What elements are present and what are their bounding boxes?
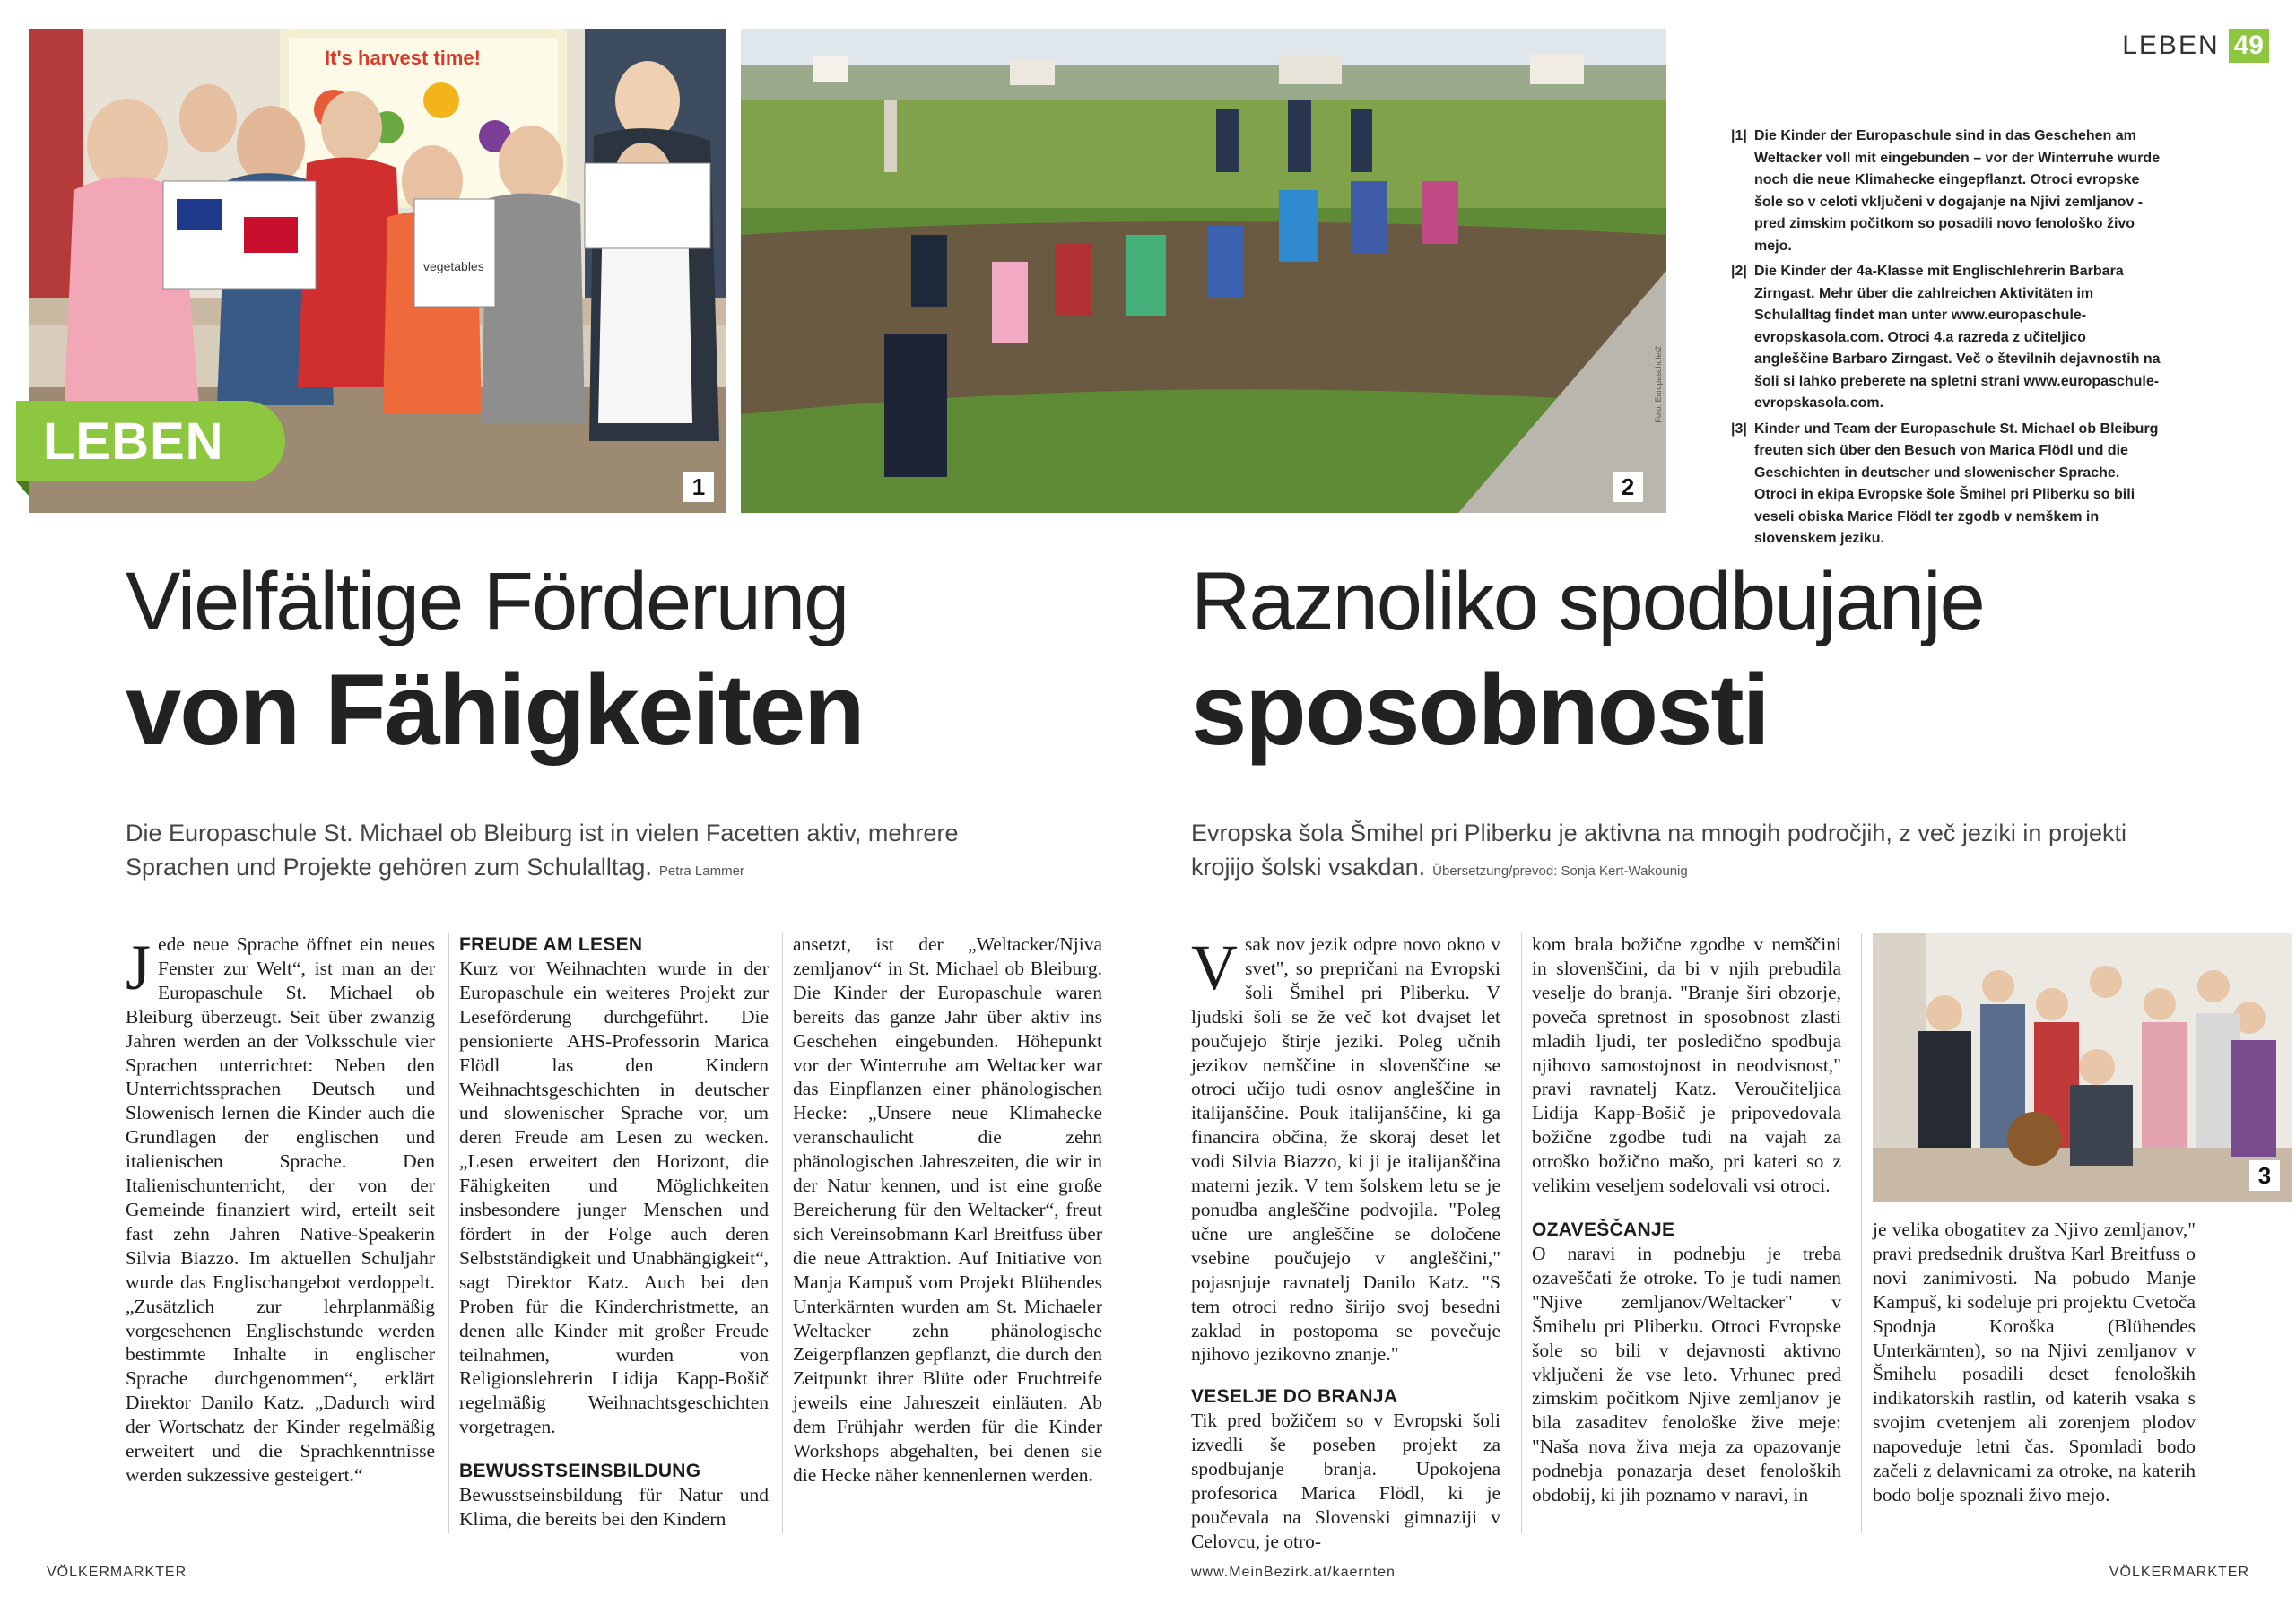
field-illustration — [741, 29, 1666, 513]
column-divider — [448, 933, 449, 1533]
board-text: It's harvest time! — [325, 47, 481, 69]
caption-1: |1| Die Kinder der Europaschule sind in das Geschehen am Weltacker voll mit eingebunden – vor der Winterruhe wurde noch die neue Klimahecke eingepflanzt. Otroci evropske šole so v celoti vključeni v dogajanje na Njivi zemljanov - pred zimskim počitkom so posadili novo fenološko živo mejo. — [1731, 128, 2161, 254]
lead-sl: Evropska šola Šmihel pri Pliberku je aktivna na mnogih področjih, z več jeziki in projekti krojijo šolski vsakdan. Übersetzung/prevod: Sonja Kert-Wakounig — [1191, 820, 2126, 881]
dropcap-sl: V — [1191, 932, 1238, 1003]
sign-vegetables: vegetables — [423, 259, 484, 273]
footer-right: VÖLKERMARKTER — [2109, 1565, 2249, 1580]
photo-number-3: 3 — [2249, 1160, 2280, 1191]
caption-3: |3| Kinder und Team der Europaschule St. Michael ob Bleiburg freuten sich über den Besuch von Marica Flödl und die Geschichten in deutscher und slowenischer Sprache. Otroci in ekipa Evropske šole Šmihel pri Pliberku so bili veseli obiska Marice Flödl ter zgodb v nemškem in slovenskem jeziku. — [1731, 421, 2159, 546]
page-section-header — [2122, 29, 2269, 63]
byline-sl: Übersetzung/prevod: Sonja Kert-Wakounig — [1432, 863, 1688, 879]
column-divider — [1861, 933, 1862, 1533]
photo-captions — [1731, 126, 2161, 554]
lead-de: Die Europaschule St. Michael ob Bleiburg ist in vielen Facetten aktiv, mehrere Sprachen und Projekte gehören zum Schulalltag. Petra Lammer — [126, 820, 959, 881]
headline-sl-line1: Raznoliko spodbujanje — [1191, 556, 1984, 647]
column-divider — [782, 933, 783, 1533]
section-tag: LEBEN — [16, 401, 285, 482]
photo-credit: Foto: Europaschule/2 — [1654, 346, 1663, 423]
page-number: 49 — [2229, 29, 2269, 63]
headline-sl-line2: sposobnosti — [1191, 654, 1769, 766]
photo-field — [741, 29, 1666, 513]
photo-number-2: 2 — [1613, 472, 1643, 502]
subhead-veselje: VESELJE DO BRANJA — [1191, 1386, 1398, 1408]
headline-de-line1: Vielfältige Förderung — [126, 556, 848, 647]
article-sl-col1: Vsak nov jezik odpre novo okno v svet", so prepričani na Evropski šoli Šmihel pri Pliberku. V ljudski šoli se že več kot dvajset let poučujejo štirje jeziki. Poleg učnih jezikov nemščine in slovenščine se otroci učijo tudi osnov angleščine in italijanščine. Pouk italijanščine, ki ga financira občina, že skoraj deset let vodi Silvia Biazzo, ki ji je italijanščina materni jezik. V tem šolskem letu se je ponudba angleščine podvojila. "Poleg učne ure angleščine se določene vsebine poučujejo v angleščini," pojasnjuje ravnatelj Danilo Katz. "S tem otroci redno širijo svoj besedni zaklad in postopoma se povečuje njihovo jezikovno znanje." VESELJE DO BRANJA Tik pred božičem so v Evropski šoli izvedli še poseben projekt za spodbujanje branja. Upokojena profesorica Marica Flödl, ki je poučevala na Slovenski gimnaziji v Celovcu, je otro- — [1191, 932, 1500, 1552]
photo-number-1: 1 — [683, 472, 714, 502]
subhead-bewusst: BEWUSSTSEINSBILDUNG — [459, 1461, 701, 1482]
section-label: LEBEN — [2122, 30, 2220, 60]
article-sl-col3: je velika obogatitev za Njivo zemljanov," pravi predsednik društva Karl Breitfuss o novi zanimivosti. Na pobudo Manje Kampuš, ki sodeluje pri projektu Cvetoča Spodnja Koroška (Blühendes Unterkärnten), so na Njivi zemljanov v Šmihelu posadili deset fenoloških indikatorskih rastlin, od katerih vsaka s svojim cvetenjem ali zorenjem plodov napoveduje letni čas. Spomladi bodo začeli z delavnicami za otroke, na katerih bodo bolje spoznali živo mejo. — [1873, 1219, 2196, 1505]
subhead-freude: FREUDE AM LESEN — [459, 934, 643, 955]
subhead-ozavescanje: OZAVEŠČANJE — [1532, 1219, 1675, 1240]
group-illustration — [1873, 933, 2292, 1202]
article-de-col1: Jede neue Sprache öffnet ein neues Fenster zur Welt“, ist man an der Europaschule St. Michael ob Bleiburg überzeugt. Seit über zwanzig Jahren werden an der Volksschule vier Sprachen unterrichtet: Neben den Unterrichtssprachen Deutsch und Slowenisch lernen die Kinder auch die Grundlagen der englischen und italienischen Sprache. Den Italienischunterricht, der von der Gemeinde finanziert wird, erteilt seit fast zehn Jahren Native-Speakerin Silvia Biazzo. Im aktuellen Schuljahr wurde das Englischangebot verdoppelt. „Zusätzlich zur lehrplanmäßig vorgesehenen Englischstunde werden bestimmte Inhalte in englischer Sprache durchgenommen“, erklärt Direktor Danilo Katz. „Dadurch wird der Wortschatz der Kinder regelmäßig erweitert und die Sprachkenntnisse werden sukzessive gesteigert.“ — [126, 932, 435, 1486]
headline-de-line2: von Fähigkeiten — [126, 654, 864, 766]
photo-group — [1873, 933, 2292, 1202]
dropcap-de: J — [126, 932, 152, 1003]
caption-2: |2| Die Kinder der 4a-Klasse mit Englischlehrerin Barbara Zirngast. Mehr über die zahlreichen Aktivitäten im Schulalltag findet man unter www.europaschule-evropskasola.com. Otroci 4.a razreda z učiteljico angleščine Barbaro Zirngast. Več o številnih dejavnostih na šoli si lahko preberete na spletni strani www.europaschule-evropskasola.com. — [1731, 264, 2161, 411]
footer-left: VÖLKERMARKTER — [47, 1565, 187, 1580]
article-sl-col2: kom brala božične zgodbe v nemščini in slovenščini, da bi v njih prebudila veselje do branja. "Branje širi obzorje, poveča spretnost in sposobnost zlasti mladih ljudi, ter posledično spodbuja njihovo samostojnost in neodvisnost," pravi ravnatelj Katz. Veroučiteljica Lidija Kapp-Bošič je pripovedovala božične zgodbe tudi na vajah za otroško božično mašo, pri kateri so z velikim veseljem sodelovali vsi otroci. OZAVEŠČANJE O naravi in podnebju je treba ozaveščati že otroke. To je tudi namen "Njive zemljanov/Weltacker" v Šmihelu pri Pliberku. Otroci Evropske šole so bili v dejavnosti aktivno vključeni že vse leto. Vrhunec pred zimskim počitkom Njive zemljanov je bila zasaditev fenološke žive meje: "Naša nova živa meja za opazovanje podnebja ponazarja deset fenoloških obdobij, ki jih poznamo v naravi, in — [1532, 933, 1841, 1506]
article-de-col2: FREUDE AM LESEN Kurz vor Weihnachten wurde in der Europaschule ein weiteres Projekt zur Leseförderung durchgeführt. Die pensionierte AHS-Professorin Marica Flödl las den Kindern Weihnachtsgeschichten in deutscher und slowenischer Sprache vor, um deren Freude am Lesen zu wecken. „Lesen erweitert den Horizont, die Fähigkeiten und Möglichkeiten insbesondere junger Menschen und fördert in der Folge auch deren Selbstständigkeit und Unabhängigkeit“, sagt Direktor Katz. Auch bei den Proben für die Kinderchristmette, an denen alle Kinder mit großer Freude teilnahmen, wurden von Religionslehrerin Lidija Kapp-Bošič regelmäßig Weihnachtsgeschichten vorgetragen. BEWUSSTSEINSBILDUNG Bewusstseinsbildung für Natur und Klima, die bereits bei den Kindern — [459, 934, 769, 1531]
byline-de: Petra Lammer — [658, 863, 744, 879]
footer-url[interactable]: www.MeinBezirk.at/kaernten — [1191, 1565, 1396, 1580]
column-divider — [1521, 933, 1522, 1533]
article-de-col3: ansetzt, ist der „Weltacker/Njiva zemljanov“ in St. Michael ob Bleiburg. Die Kinder der Europaschule waren bereits das ganze Jahr über aktiv ins Geschehen eingebunden. Höhepunkt vor der Winterruhe am Weltacker war das Einpflanzen einer phänologischen Hecke: „Unsere neue Klimahecke veranschaulicht die zehn phänologischen Jahreszeiten, die wir in der Natur kennen, und ist eine große Bereicherung für den Weltacker“, freut sich Vereinsobmann Karl Breitfuss über die neue Attraktion. Auf Initiative von Manja Kampuš vom Projekt Blühendes Unterkärnten wurden am St. Michaeler Weltacker zehn phänologische Zeigerpflanzen gepflanzt, die durch den Zeitpunkt ihrer Blüte oder Fruchtreife jeweils eine Jahreszeit einläuten. Ab dem Frühjahr werden für die Kinder Workshops abgehalten, bei denen sie die Hecke näher kennenlernen werden. — [793, 933, 1102, 1486]
